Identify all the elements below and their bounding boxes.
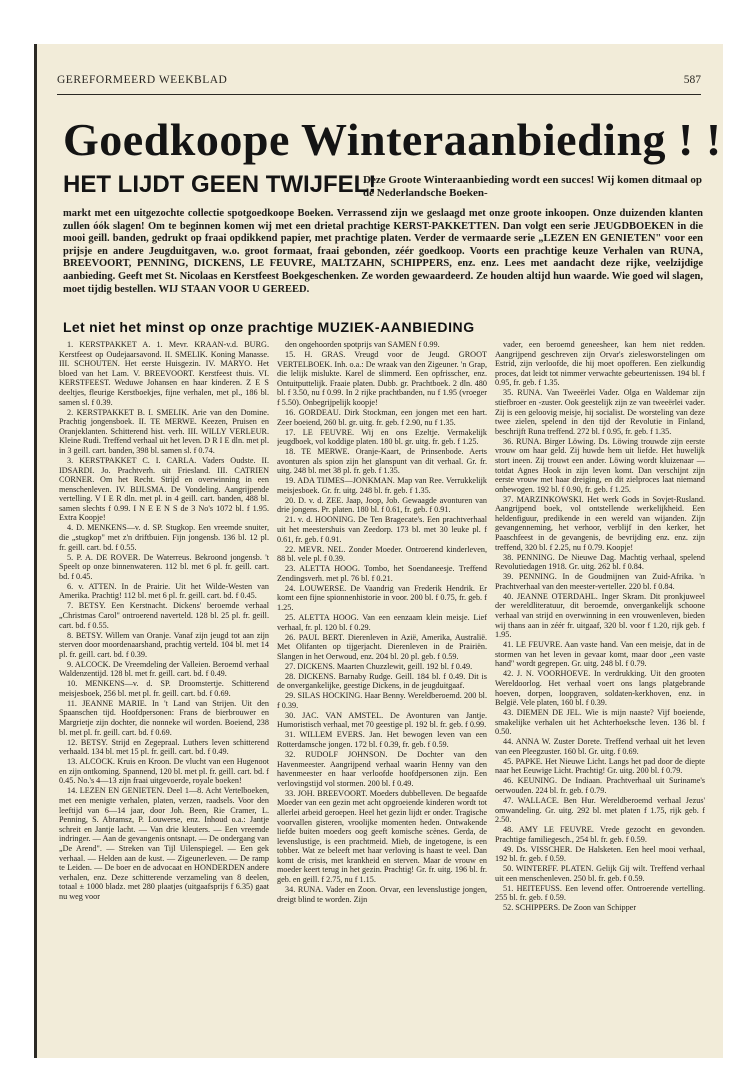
- listing-item: 41. LE FEUVRE. Aan vaste hand. Van een meisje, dat in de stormen van het leven in gevaar komt, maar door „een vaste hand" wordt gegrepen. Gr. uitg. 248 bl. f 0.79.: [495, 640, 705, 669]
- listing-item: 26. PAUL BERT. Dierenleven in Azië, Amerika, Australië. Met Olifanten op tijgerjacht. Dierenleven in de Prairiën. Slangen in het Oerwoud, enz. 204 bl. 20 pl. geb. f 0.59.: [277, 632, 487, 661]
- listing-item: 43. DIEMEN DE JEL. Wie is mijn naaste? Vijf boeiende, smakelijke verhalen uit het Achterhoeksche leven. 136 bl. f 0.50.: [495, 708, 705, 737]
- listing-item: 6. v. ATTEN. In de Prairie. Uit het Wilde-Westen van Amerika. Prachtig! 112 bl. met 6 pl. fr. geill. cart. bd. f 0.45.: [59, 581, 269, 601]
- listing-item: 1. KERSTPAKKET A. 1. Mevr. KRAAN-v.d. BURG. Kerstfeest op Oudejaarsavond. II. SMELIK. Koning Manasse. III. SCHOUTEN. Het eerste Huisgezin. IV. MARYO. Het bloed van het Lam. V. BREEVOORT. Kerstfeest thuis. VI. KERSTFEEST. Weduwe Johansen en haar kinderen. Z E S deeltjes, fleurige Kerstboekjes, fijne verhalen, met pl., 186 bl. samen sl. f 0.39.: [59, 340, 269, 407]
- header-rule: [57, 94, 701, 95]
- listing-item: vader, een beroemd geneesheer, kan hem niet redden. Aangrijpend geschreven zijn Orvar's zielesworstelingen om Estrid, zijn verloofde, die hij moet opofferen. Een zielkundig proces, dat leidt tot nimmer verwachte gebeurtenissen. 194 bl. f 0.95, fr. geb. f 1.35.: [495, 340, 705, 388]
- ad-title: Goedkoope Winteraanbieding ! !: [63, 114, 722, 165]
- tagline: [63, 319, 703, 335]
- listing-item: 50. WINTERFF. PLATEN. Gelijk Gij wilt. Treffend verhaal uit een menschenleven. 250 bl. fr. geb. f 0.59.: [495, 864, 705, 883]
- listing-item: 27. DICKENS. Maarten Chuzzlewit, geill. 192 bl. f 0.49.: [285, 661, 473, 671]
- listing-item: 9. ALCOCK. De Vreemdeling der Valleien. Beroemd verhaal Waldenzentijd. 128 bl. met fr. geill. cart. bd. f 0.49.: [59, 659, 269, 679]
- listing-item: den ongehoorden spotprijs van SAMEN f 0.99.: [285, 340, 440, 349]
- listing-item: 51. HEITEFUSS. Een levend offer. Ontroerende vertelling. 255 bl. fr. geb. f 0.59.: [495, 883, 705, 903]
- listing-item: 34. RUNA. Vader en Zoon. Orvar, een levenslustige jongen, dreigt blind te worden. Zijn: [277, 885, 487, 904]
- listing-item: 44. ANNA W. Zuster Dorete. Treffend verhaal uit het leven van een Pleegzuster. 160 bl. Gr. uitg. f 0.69.: [495, 737, 705, 756]
- ad-headline: HET LIJDT GEEN TWIJFEL!: [63, 171, 377, 198]
- listing-item: 37. MARZINKOWSKI. Het werk Gods in Sovjet-Rusland. Aangrijpend boek, vol ontstellende werkelijkheid. Een heldenfiguur, predikende in een wereld van wijanden. Zijn gevangenneming, het verhoor, verblijf in den kerker, het Paaschfeest in de gevangenis, de bevrijding enz. enz. zijn treffend, 320 bl. f 2.25, nu f 0.79. Koopje!: [495, 494, 705, 552]
- listing-item: 22. MEVR. NEL. Zonder Moeder. Ontroerend kinderleven, 88 bl. vele pl. f 0.39.: [277, 544, 487, 564]
- listing-item: 38. PENNING. De Nieuwe Dag. Machtig verhaal, spelend Revolutiedagen 1918. Gr. uitg. 262 bl. f 0.84.: [495, 552, 705, 572]
- listing-item: 15. H. GRAS. Vreugd voor de Jeugd. GROOT VERTELBOEK. Inh. o.a.: De wraak van den Zigeuner. 'n Grap, die lelijk mislukte. Karel de slimmerd. Een opfrisscher, enz. Ontuitputtelijk. Fraaie platen. Dubb. gr. Prachtboek. 2 dln. 480 bl. f 3.50, nu f 0.99. In 2 rijke prachtbanden, nu f 1.95 (vroeger f 5.50). Onbegrijpelijk koopje!: [277, 349, 487, 407]
- listing-item: 24. LOUWERSE. De Vaandrig van Frederik Hendrik. Er komt een fijne spionnenhistorie in voor. 200 bl. f 0.75, fr. geb. f 1.25.: [277, 583, 487, 612]
- listing-item: 31. WILLEM EVERS. Jan. Het bewogen leven van een Rotterdamsche jongen. 172 bl. f 0.39, fr. geb. f 0.59.: [277, 730, 487, 749]
- listing-item: 16. GORDEAU. Dirk Stockman, een jongen met een hart. Zeer boeiend, 260 bl. gr. uitg. fr. geb. f 2.90, nu f 1.35.: [277, 407, 487, 427]
- headline-row: [63, 170, 703, 210]
- listing-item: 52. SCHIPPERS. De Zoon van Schipper: [503, 903, 637, 913]
- listing-item: 28. DICKENS. Barnaby Rudge. Geill. 184 bl. f 0.49. Dit is de onvergankelijke, geestige Dickens, in de jeugduitgaaf.: [277, 671, 487, 691]
- listing-item: 19. ADA TIJMES—JONKMAN. Map van Ree. Verrukkelijk meisjesboek. Gr. fr. uitg. 248 bl. fr. geb. f 1.35.: [277, 476, 487, 495]
- newspaper-page: [34, 44, 723, 1058]
- listing-item: 23. ALETTA HOOG. Tombo, het Soendaneesje. Treffend Zendingsverh. met pl. 76 bl. f 0.21.: [277, 564, 487, 583]
- listing-item: 32. RUDOLF JOHNSON. De Dochter van den Havenmeester. Aangrijpend verhaal waarin Henny van den havenmeester en haar verloofde hoofdpersonen zijn. Een verlovingstijd vol stormen. 200 bl. f 0.49.: [277, 749, 487, 788]
- page-header: [57, 74, 701, 92]
- listing-item: 25. ALETTA HOOG. Van een eenzaam klein meisje. Lief verhaal, fr. pl. 120 bl. f 0.29.: [277, 612, 487, 632]
- listing-item: 10. MENKENS—v. d. SP. Droomstertje. Schitterend meisjesboek, 256 bl. met pl. fr. geill. cart. bd. f 0.69.: [59, 679, 269, 698]
- listing-item: 36. RUNA. Birger Löwing. Ds. Löwing trouwde zijn eerste vrouw om haar geld. Zij huwde hem uit liefde. Het huwelijk stort ineen. Zij trouwt een ander. Löwing wordt kluizenaar — totdat Agnes Hook in zijn leven komt. Dan verschijnt zijn eerste vrouw met haar dreiging, en dit zielproces laat niemand onbewogen. 192 bl. f 0.90, fr. geb. f 1.25.: [495, 436, 705, 494]
- article-columns: [59, 340, 705, 1040]
- listing-item: 47. WALLACE. Ben Hur. Wereldberoemd verhaal Jezus' omwandeling. Gr. uitg. 292 bl. met platen f 1.75, rijk geb. f 2.50.: [495, 795, 705, 825]
- tagline-prefix: Let niet het minst op onze prachtige: [63, 319, 318, 335]
- listing-item: 3. KERSTPAKKET C. I. CARLA. Vaders Oudste. II. IDSARDI. Jo. Prachtverh. uit Friesland. III. CATRIEN CORNER. Om het Recht. Strijd en overwinning in een menschenleven. IV. BIJLSMA. De Vondeling. Aangrijpende vertelling. V I E R dln. met pl. in 4 geill. cart. banden, 488 bl. samen slechts f 0.99. I N E E N S de 3 No's 1072 bl. f 1.95. Extra Koopje!: [59, 455, 269, 523]
- lead-paragraph: [63, 208, 703, 296]
- listing-item: 21. v. d. HOONING. De Ten Bragecate's. Een prachtverhaal uit het meestershuis van Zeedorp. 173 bl. met 30 leuke pl. f 0.61, fr. geb. f 0.91.: [277, 515, 487, 544]
- listing-item: 33. JOH. BREEVOORT. Moeders dubbelleven. De begaafde Moeder van een gezin met acht opgroeiende kinderen wordt tot allerlei arbeid geroepen. Heel het gezin lijdt er onder. Tragische voorvallen gisteren, vroolijke momenten heden. Ontwakende liefde buiten moeders oog geeft komische scènes. Gerda, de levenslustige, is een prachtmeid. Mieb, de ingetogene, is een tobber. Wat ze beleeft met haar verloving is haast te veel. Dan komt de crisis, met krankheid en sterven. Maar de vrouw en moeder keert terug in het gezin. Prachtig! Gr. fr. uitg. 196 bl. fr. geb. en geill. f 2.75, nu f 1.15.: [277, 788, 487, 885]
- listing-item: 45. PAPKE. Het Nieuwe Licht. Langs het pad door de diepte naar het Eeuwige Licht. Prachtig! Gr. uitg. 200 bl. f 0.79.: [495, 756, 705, 776]
- listing-item: 48. AMY LE FEUVRE. Vrede gezocht en gevonden. Prachtige familiegesch., 254 bl. fr. geb. f 0.59.: [495, 825, 705, 844]
- publication-name: GEREFORMEERD WEEKBLAD: [57, 74, 228, 86]
- listing-item: 5. P. A. DE ROVER. De Waterreus. Bekroond jongensb. 't Speelt op onze binnenwateren. 112 bl. met 6 pl. fr. geill. cart. bd. f 0.45.: [59, 552, 269, 581]
- listing-item: 35. RUNA. Van Tweeërlei Vader. Olga en Waldemar zijn stiefbroer en -zuster. Ook geestelijk zijn ze van tweeërlei vader. Zij is een geloovig meisje, hij socialist. De worsteling van deze twee zielen, spelend in den tijd der Revolutie in Finland, beschrijft Runa treffend. 272 bl. f 0.95, fr. geb. f 1.35.: [495, 388, 705, 436]
- listing-item: 46. KEUNING. De Indiaan. Prachtverhaal uit Suriname's oerwouden. 224 bl. fr. geb. f 0.79.: [495, 776, 705, 795]
- listing-item: 30. JAC. VAN AMSTEL. De Avonturen van Jantje. Humoristisch verhaal, met 70 geestige pl. 192 bl. fr. geb. f 0.99.: [277, 710, 487, 730]
- listing-item: 2. KERSTPAKKET B. I. SMELIK. Arie van den Domine. Prachtig jongensboek. II. TE MERWE. Keezen, Pruisen en Oranjeklanten. Schitterend hist. verh. III. WILLY VERLEUR. Kleine Rudi. Treffend verhaal uit het leven. D R I E dln. met pl. in 3 geill. cart. banden, 398 bl. samen sl. f 0.74.: [59, 407, 269, 455]
- listing-item: 39. PENNING. In de Goudmijnen van Zuid-Afrika. 'n Prachtverhaal van den meester-verteller. 220 bl. f 0.84.: [495, 572, 705, 591]
- listing-item: 11. JEANNE MARIE. In 't Land van Strijen. Uit den Spaanschen tijd. Hoofdpersonen: Frans de bierbrouwer en Margrietje zijn dochter, die nonneke wil worden. Boeiend, 238 bl. met pl. fr. geill. cart. bd. f 0.69.: [59, 698, 269, 737]
- column-1: [59, 340, 269, 1040]
- page-number: 587: [683, 74, 701, 86]
- listing-item: 18. TE MERWE. Oranje-Kaart, de Prinsenbode. Aerts avonturen als spion zijn het glanspunt van dit verhaal. Gr. fr. uitg. 248 bl. met 38 pl. fr. geb. f 1.35.: [277, 447, 487, 476]
- listing-item: 7. BETSY. Een Kerstnacht. Dickens' beroemde verhaal „Christmas Carol" ontroerend naverteld. 128 bl. 25 pl. fr. geill. cart. bd. f 0.55.: [59, 601, 269, 630]
- column-3: [495, 340, 705, 1040]
- lead-text: markt met een uitgezochte collectie spotgoedkoope Boeken. Verrassend zijn we geslaagd met onze groote inkoopen. Onze duizenden klanten zullen óók slagen! Om te beginnen komen wij met een drietal prachtige KERST-PAKKETTEN. Dan volgt een serie JEUGDBOEKEN in die mooi geill. banden, gedrukt op fraai opdikkend papier, met prachtige platen. Verder de vermaarde serie „LEZEN EN GENIETEN" voor een prijsje en andere Jeugduitgaven, w.o. groot formaat, fraai gebonden, zéér goedkoop. Voorts een prachtige keuze Verhalen van RUNA, BREEVOORT, PENNING, DICKENS, LE FEUVRE, MALTZAHN, SCHIPPERS, enz. enz. Lees met aandacht deze rijke, veelzijdige aanbieding. Geeft met St. Nicolaas en Kerstfeest Boekgeschenken. Ze worden gewaardeerd. Ze houden altijd hun waarde. Wie goed wil slagen, moet tijdig bestellen. WIJ STAAN VOOR U GEREED.: [63, 208, 703, 295]
- tagline-emphasis: MUZIEK-AANBIEDING: [317, 319, 475, 335]
- listing-item: 40. JEANNE OTERDAHL. Inger Skram. Dit pronkjuweel der wereldliteratuur, dit beroemde, onvergankelijk schoone verhaal van strijd en overwinning in een vrouwenleven, bieden wij thans aan in zéér fr. uitgaaf, 320 bl. voor f 1.20, rijk geb. f 1.95.: [495, 591, 705, 640]
- lead-side-text: Deze Groote Winteraanbieding wordt een succes! Wij komen ditmaal op de Nederlandsche Boeken-: [363, 174, 703, 199]
- listing-item: 20. D. v. d. ZEE. Jaap, Joop, Job. Gewaagde avonturen van drie jongens. Pr. platen. 180 bl. f 0.61, fr. geb. f 0.91.: [277, 495, 487, 515]
- listing-item: 14. LEZEN EN GENIETEN. Deel 1—8. Acht Vertelboeken, met een menigte verhalen, platen, verzen, raadsels. Voor den leeftijd van 6—14 jaar, door Joh. Been, Rie Cramer, L. Penning, S. Abramsz, P. Louwerse, enz. Inhoud o.a.: Jantje schreit en Jantje lacht. — Van drie kleuters. — Een vreemde indringer. — Aan de gevangenis ontsnapt. — De ondergang van „De Arend". — Streken van Tijl Uilenspiegel. — Een gek verhaal. — Helden aan de kust. — Zigeunerleven. — De ramp te Leiden. — De boer en de advocaat en HONDERDEN andere verhalen, enz. Deze schitterende verzameling van 8 deelen, totaal ± 1000 bladz. met 280 plaatjes (uitgaafsprijs f 6.35) gaat nu weg voor: [59, 786, 269, 901]
- listing-item: 49. Ds. VISSCHER. De Halsketen. Een heel mooi verhaal, 192 bl. fr. geb. f 0.59.: [495, 844, 705, 864]
- listing-item: 4. D. MENKENS—v. d. SP. Stugkop. Een vreemde snuiter, die „stugkop" met z'n driftbuien. Fijn jongensb. 136 bl. 12 pl. fr. geill. cart. bd. f 0.55.: [59, 523, 269, 552]
- listing-item: 17. LE FEUVRE. Wij en ons Ezeltje. Vermakelijk jeugdboek, vol koddige platen. 180 bl. gr. uitg. fr. geb. f 1.25.: [277, 427, 487, 447]
- listing-item: 8. BETSY. Willem van Oranje. Vanaf zijn jeugd tot aan zijn sterven door moordenaarshand, prachtig verteld. 104 bl. met 14 pl. fr. geill. cart. bd. f 0.39.: [59, 630, 269, 659]
- listing-item: 29. SILAS HOCKING. Haar Benny. Wereldberoemd. 200 bl. f 0.39.: [277, 691, 487, 710]
- listing-item: 12. BETSY. Strijd en Zegepraal. Luthers leven schitterend verhaald. 134 bl. met 15 pl. fr. geill. cart. bd. f 0.49.: [59, 737, 269, 757]
- column-2: [277, 340, 487, 1040]
- listing-item: 42. J. N. VOORHOEVE. In verdrukking. Uit den grooten Wereldoorlog. Het verhaal voert ons langs platgebrande hoeven, dorpen, loopgraven, soldaten-kerkhoven, enz. in België. Vele platen, 160 bl. f 0.39.: [495, 669, 705, 708]
- listing-item: 13. ALCOCK. Kruis en Kroon. De vlucht van een Hugenoot en zijn ontkoming. Spannend, 120 bl. met pl. fr. geill. cart. bd. f 0.45. No.'s 4—13 zijn fraai uitgevoerde, royale boeken!: [59, 757, 269, 786]
